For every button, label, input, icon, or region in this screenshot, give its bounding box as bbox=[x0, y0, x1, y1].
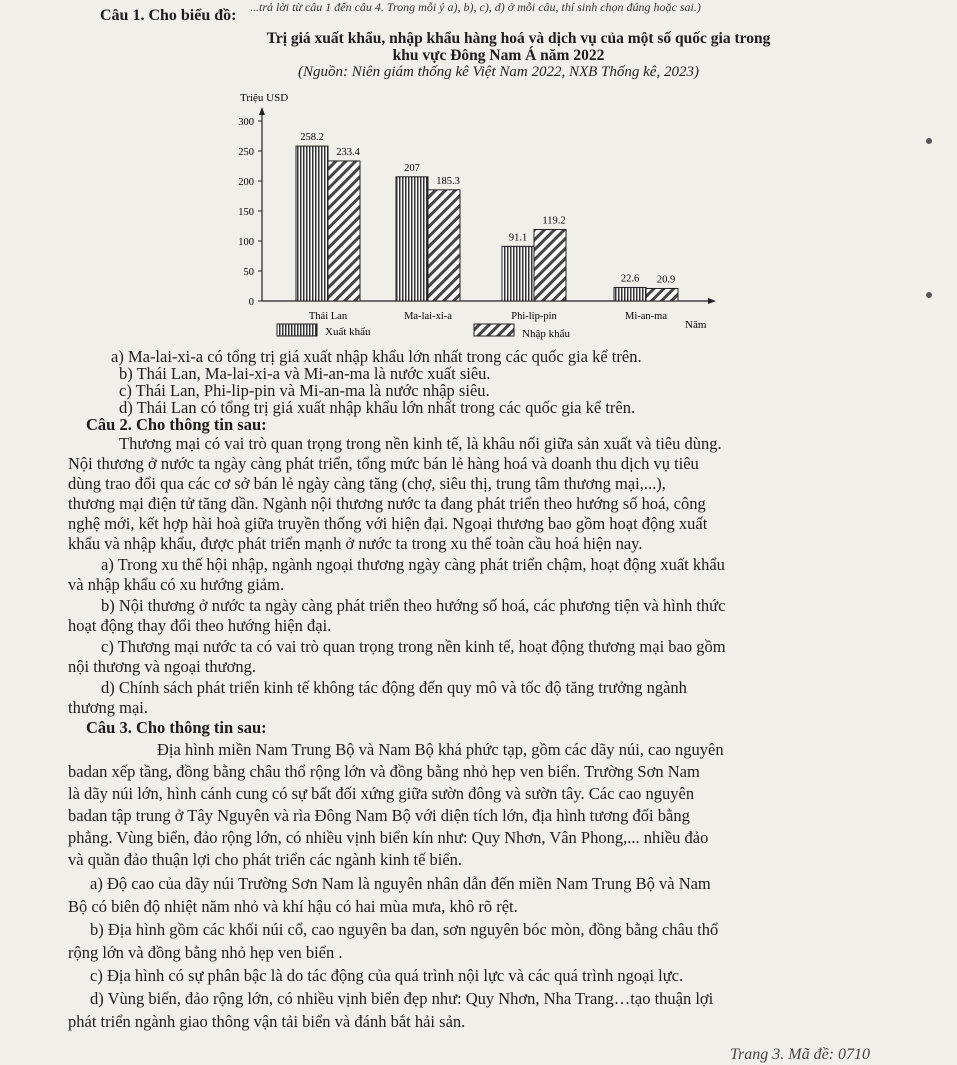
q2-text-line: thương mại điện tử tăng dần. Ngành nội thương nước ta đang phát triển theo hướng số hoá, công bbox=[68, 494, 706, 513]
q1-option-c: c) Thái Lan, Phi-lip-pin và Mi-an-ma là nước nhập siêu. bbox=[119, 381, 490, 400]
q2-text-line: nghệ mới, kết hợp hài hoà giữa truyền thống với hiện đại. Ngoại thương bao gồm hoạt động xuất bbox=[68, 514, 708, 533]
q2-option-d: d) Chính sách phát triển kinh tế không tác động đến quy mô và tốc độ tăng trưởng ngành bbox=[101, 678, 687, 697]
q2-option-c: c) Thương mại nước ta có vai trò quan trọng trong nền kinh tế, hoạt động thương mại bao gồm bbox=[101, 637, 726, 656]
bar-import bbox=[328, 161, 360, 301]
q2-option-a: a) Trong xu thế hội nhập, ngành ngoại thương ngày càng phát triển chậm, hoạt động xuất khẩu bbox=[101, 555, 725, 574]
q1-option-a: a) Ma-lai-xi-a có tổng trị giá xuất nhập khẩu lớn nhất trong các quốc gia kể trên. bbox=[111, 347, 642, 366]
bar-chart bbox=[0, 0, 957, 345]
q2-text-line: Nội thương ở nước ta ngày càng phát triển, tổng mức bán lẻ hàng hoá và doanh thu dịch vụ tiêu bbox=[68, 454, 699, 473]
y-tick-label: 200 bbox=[238, 177, 254, 188]
legend-label-export: Xuất khẩu bbox=[325, 326, 371, 338]
category-label: Phi-lip-pin bbox=[511, 311, 557, 322]
q3-option-c: c) Địa hình có sự phân bậc là do tác động của quá trình nội lực và các quá trình ngoại lực. bbox=[90, 966, 684, 985]
q2-text-line: Thương mại có vai trò quan trọng trong nền kinh tế, là khâu nối giữa sản xuất và tiêu dùng. bbox=[119, 434, 722, 453]
q2-option-c-cont: nội thương và ngoại thương. bbox=[68, 657, 256, 676]
question-2-label: Câu 2. Cho thông tin sau: bbox=[86, 415, 267, 434]
q2-option-d-cont: thương mại. bbox=[68, 698, 148, 717]
legend-swatch-import bbox=[474, 324, 514, 336]
q3-text-line: badan tập trung ở Tây Nguyên và rìa Đông Nam Bộ với diện tích lớn, địa hình tương đối bằng bbox=[68, 806, 690, 825]
chart-title: Trị giá xuất khẩu, nhập khẩu hàng hoá và dịch vụ của một số quốc gia trong bbox=[266, 30, 771, 47]
q2-text-line: dùng trao đổi qua các cơ sở bán lẻ ngày càng tăng (chợ, siêu thị, trung tâm thương mại,...), bbox=[68, 474, 666, 493]
data-label: 233.4 bbox=[336, 146, 360, 158]
scan-dot bbox=[926, 292, 932, 298]
legend-swatch-export bbox=[277, 324, 317, 336]
x-axis-arrow bbox=[708, 298, 716, 304]
y-tick-label: 100 bbox=[238, 237, 254, 248]
bar-export bbox=[396, 177, 428, 301]
q2-text-line: khẩu và nhập khẩu, được phát triển mạnh ở nước ta trong xu thế toàn cầu hoá hiện nay. bbox=[68, 534, 643, 553]
q3-option-a: a) Độ cao của dãy núi Trường Sơn Nam là nguyên nhân dẫn đến miền Nam Trung Bộ và Nam bbox=[90, 874, 711, 893]
bar-import bbox=[646, 288, 678, 301]
q1-option-b: b) Thái Lan, Ma-lai-xi-a và Mi-an-ma là nước xuất siêu. bbox=[119, 364, 491, 383]
q3-text-line: và quần đảo thuận lợi cho phát triển các ngành kinh tế biển. bbox=[68, 850, 463, 869]
q3-text-line: là dãy núi lớn, hình cánh cung có sự bất đối xứng giữa sườn đông và sườn tây. Các cao nguyên bbox=[68, 784, 695, 803]
q1-option-d: d) Thái Lan có tổng trị giá xuất nhập khẩu lớn nhất trong các quốc gia kể trên. bbox=[119, 398, 636, 417]
question-3-label: Câu 3. Cho thông tin sau: bbox=[86, 718, 267, 737]
bar-export bbox=[296, 146, 328, 301]
q3-option-d: d) Vùng biển, đảo rộng lớn, có nhiều vịnh biển đẹp như: Quy Nhơn, Nha Trang…tạo thuận lợi bbox=[90, 989, 714, 1008]
category-label: Thái Lan bbox=[308, 311, 348, 322]
data-label: 20.9 bbox=[656, 274, 676, 286]
instruction-note: ...trả lời từ câu 1 đến câu 4. Trong mỗi ý a), b), c), d) ở mỗi câu, thí sinh chọn đúng hoặc sai.) bbox=[250, 0, 701, 14]
y-tick-label: 150 bbox=[238, 207, 254, 218]
bar-export bbox=[502, 246, 534, 301]
bar-export bbox=[614, 287, 646, 301]
q3-option-d-cont: phát triển ngành giao thông vận tải biển và đánh bắt hải sản. bbox=[68, 1012, 466, 1031]
category-label: Ma-lai-xi-a bbox=[404, 311, 452, 322]
legend-label-import: Nhập khẩu bbox=[522, 328, 570, 340]
q2-option-b-cont: hoạt động thay đổi theo hướng hiện đại. bbox=[68, 616, 332, 635]
q3-text-line: phẳng. Vùng biển, đảo rộng lớn, có nhiều vịnh biển kín như: Quy Nhơn, Vân Phong,... nhiều đảo bbox=[68, 828, 709, 847]
x-axis-label: Năm bbox=[685, 319, 707, 331]
question-1-label: Câu 1. Cho biểu đồ: bbox=[100, 7, 237, 24]
q2-option-a-cont: và nhập khẩu có xu hướng giảm. bbox=[68, 575, 285, 594]
q2-option-b: b) Nội thương ở nước ta ngày càng phát triển theo hướng số hoá, các phương tiện và hình thức bbox=[101, 596, 726, 615]
q3-text-line: badan xếp tầng, đồng bằng châu thổ rộng lớn và đồng bằng nhỏ hẹp ven biển. Trường Sơn Nam bbox=[68, 762, 700, 781]
data-label: 91.1 bbox=[508, 232, 528, 244]
q3-text-line: Địa hình miền Nam Trung Bộ và Nam Bộ khá phức tạp, gồm các dãy núi, cao nguyên bbox=[157, 740, 724, 759]
q3-option-b-cont: rộng lớn và đồng bằng nhỏ hẹp ven biển . bbox=[68, 943, 343, 962]
y-tick-label: 0 bbox=[248, 297, 254, 308]
q3-option-a-cont: Bộ có biên độ nhiệt năm nhỏ và khí hậu có hai mùa mưa, khô rõ rệt. bbox=[68, 897, 518, 916]
q3-option-b: b) Địa hình gồm các khối núi cổ, cao nguyên ba dan, sơn nguyên bóc mòn, đồng bằng châu thổ bbox=[90, 920, 719, 939]
data-label: 258.2 bbox=[300, 132, 324, 144]
y-axis-arrow bbox=[259, 107, 265, 115]
y-axis-label: Triệu USD bbox=[240, 92, 289, 104]
y-tick-label: 250 bbox=[238, 147, 254, 158]
data-label: 22.6 bbox=[620, 273, 640, 285]
page-footer: Trang 3. Mã đề: 0710 bbox=[730, 1046, 870, 1063]
chart-title-line2: khu vực Đông Nam Á năm 2022 bbox=[392, 47, 605, 64]
y-tick-label: 300 bbox=[238, 117, 254, 128]
scan-dot bbox=[926, 138, 932, 144]
data-label: 119.2 bbox=[542, 215, 566, 227]
data-label: 207 bbox=[404, 162, 420, 174]
category-label: Mi-an-ma bbox=[625, 311, 667, 322]
y-tick-label: 50 bbox=[243, 267, 254, 278]
bar-import bbox=[534, 229, 566, 301]
bar-import bbox=[428, 190, 460, 301]
chart-source: (Nguồn: Niên giám thống kê Việt Nam 2022, NXB Thống kê, 2023) bbox=[298, 64, 699, 80]
data-label: 185.3 bbox=[436, 175, 460, 187]
